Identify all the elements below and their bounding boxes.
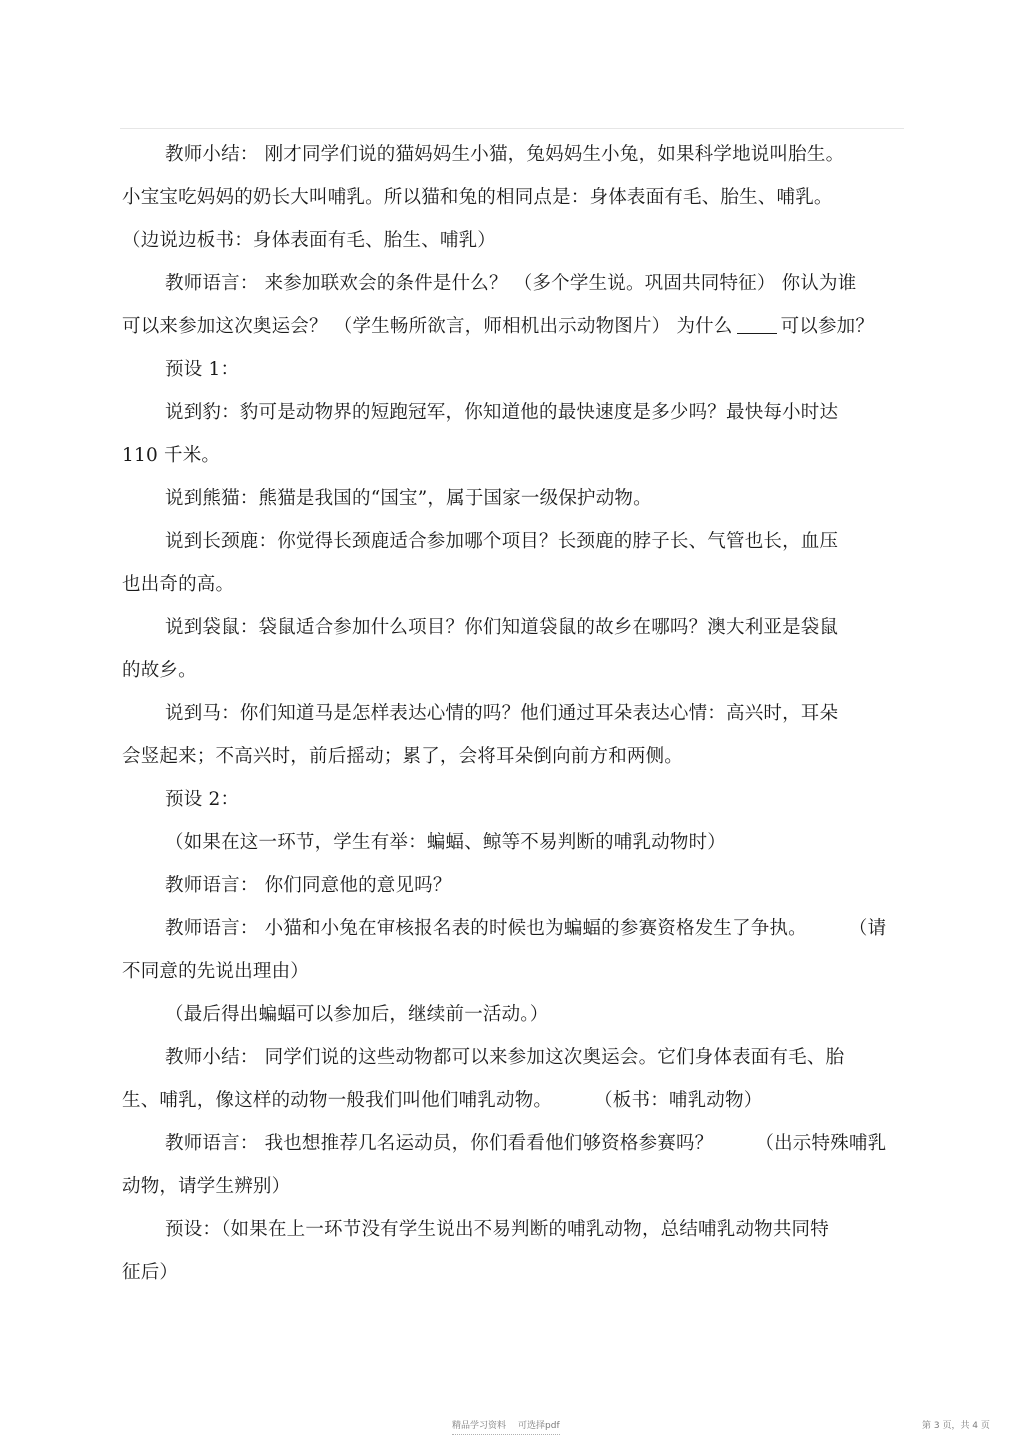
paragraph-line: 教师小结： 同学们说的这些动物都可以来参加这次奥运会。它们身体表面有毛、胎 xyxy=(165,1047,845,1068)
paragraph-text: 教师语言： 小猫和小兔在审核报名表的时候也为蝙蝠的参赛资格发生了争执。 xyxy=(165,918,807,939)
paragraph-line: （最后得出蝙蝠可以参加后，继续前一活动。） xyxy=(165,1004,549,1025)
paragraph-line: 也出奇的高。 xyxy=(122,574,235,595)
footer-text: 精品学习资料 xyxy=(452,1421,507,1431)
paragraph-line: 教师小结： 刚才同学们说的猫妈妈生小猫，兔妈妈生小兔，如果科学地说叫胎生。 xyxy=(165,144,845,165)
paragraph-line: 动物，请学生辨别） xyxy=(122,1176,291,1197)
paragraph-text: 生、哺乳，像这样的动物一般我们叫他们哺乳动物。 xyxy=(122,1090,553,1111)
paragraph-line: 征后） xyxy=(122,1262,179,1283)
paragraph-text: （出示特殊哺乳 xyxy=(755,1133,887,1154)
paragraph-line: 预设：（如果在上一环节没有学生说出不易判断的哺乳动物，总结哺乳动物共同特 xyxy=(165,1219,829,1240)
paragraph-line: 说到豹：豹可是动物界的短跑冠军，你知道他的最快速度是多少吗？最快每小时达 xyxy=(165,402,839,423)
paragraph-text: 可以参加？ xyxy=(780,316,875,337)
paragraph-line: 会竖起来；不高兴时，前后摇动；累了，会将耳朵倒向前方和两侧。 xyxy=(122,746,684,767)
header-rule xyxy=(120,128,904,129)
paragraph-line: 小宝宝吃妈妈的奶长大叫哺乳。所以猫和兔的相同点是：身体表面有毛、胎生、哺乳。 xyxy=(122,187,833,208)
paragraph-line: 说到熊猫：熊猫是我国的“国宝”，属于国家一级保护动物。 xyxy=(165,488,652,509)
paragraph-line: 教师语言： 你们同意他的意见吗？ xyxy=(165,875,452,896)
paragraph-line: 说到袋鼠：袋鼠适合参加什么项目？你们知道袋鼠的故乡在哪吗？澳大利亚是袋鼠 xyxy=(165,617,839,638)
page-number: 第 3 页，共 4 页 xyxy=(922,1421,990,1431)
section-label: 预设 2： xyxy=(165,789,240,810)
paragraph-text: 可以来参加这次奥运会？ （学生畅所欲言，师相机出示动物图片） 为什么 xyxy=(122,316,733,337)
fill-in-blank xyxy=(737,311,777,334)
paragraph-line xyxy=(122,1079,904,1122)
footer-watermark xyxy=(452,1418,560,1435)
paragraph-line: 说到长颈鹿：你觉得长颈鹿适合参加哪个项目？长颈鹿的脖子长、气管也长，血压 xyxy=(165,531,839,552)
paragraph-line: 教师语言： 来参加联欢会的条件是什么？ （多个学生说。巩固共同特征） 你认为谁 xyxy=(165,273,857,294)
paragraph-text: （板书：哺乳动物） xyxy=(594,1090,763,1111)
paragraph-line xyxy=(122,1122,904,1165)
document-body xyxy=(122,133,904,1294)
paragraph-line: 说到马：你们知道马是怎样表达心情的吗？他们通过耳朵表达心情：高兴时，耳朵 xyxy=(165,703,839,724)
paragraph-line: 不同意的先说出理由） xyxy=(122,961,310,982)
paragraph-line: 的故乡。 xyxy=(122,660,197,681)
footer-text: 可选择pdf xyxy=(518,1421,560,1431)
paragraph-line: （如果在这一环节，学生有举：蝙蝠、鲸等不易判断的哺乳动物时） xyxy=(165,832,727,853)
section-label: 预设 1： xyxy=(165,359,240,380)
paragraph-text: 教师语言： 我也想推荐几名运动员，你们看看他们够资格参赛吗？ xyxy=(165,1133,714,1154)
paragraph-line xyxy=(122,305,904,348)
paragraph-text: （请 xyxy=(848,918,887,939)
paragraph-line xyxy=(122,907,904,950)
paragraph-line: （边说边板书：身体表面有毛、胎生、哺乳） xyxy=(122,230,497,251)
paragraph-line: 110 千米。 xyxy=(122,445,221,466)
